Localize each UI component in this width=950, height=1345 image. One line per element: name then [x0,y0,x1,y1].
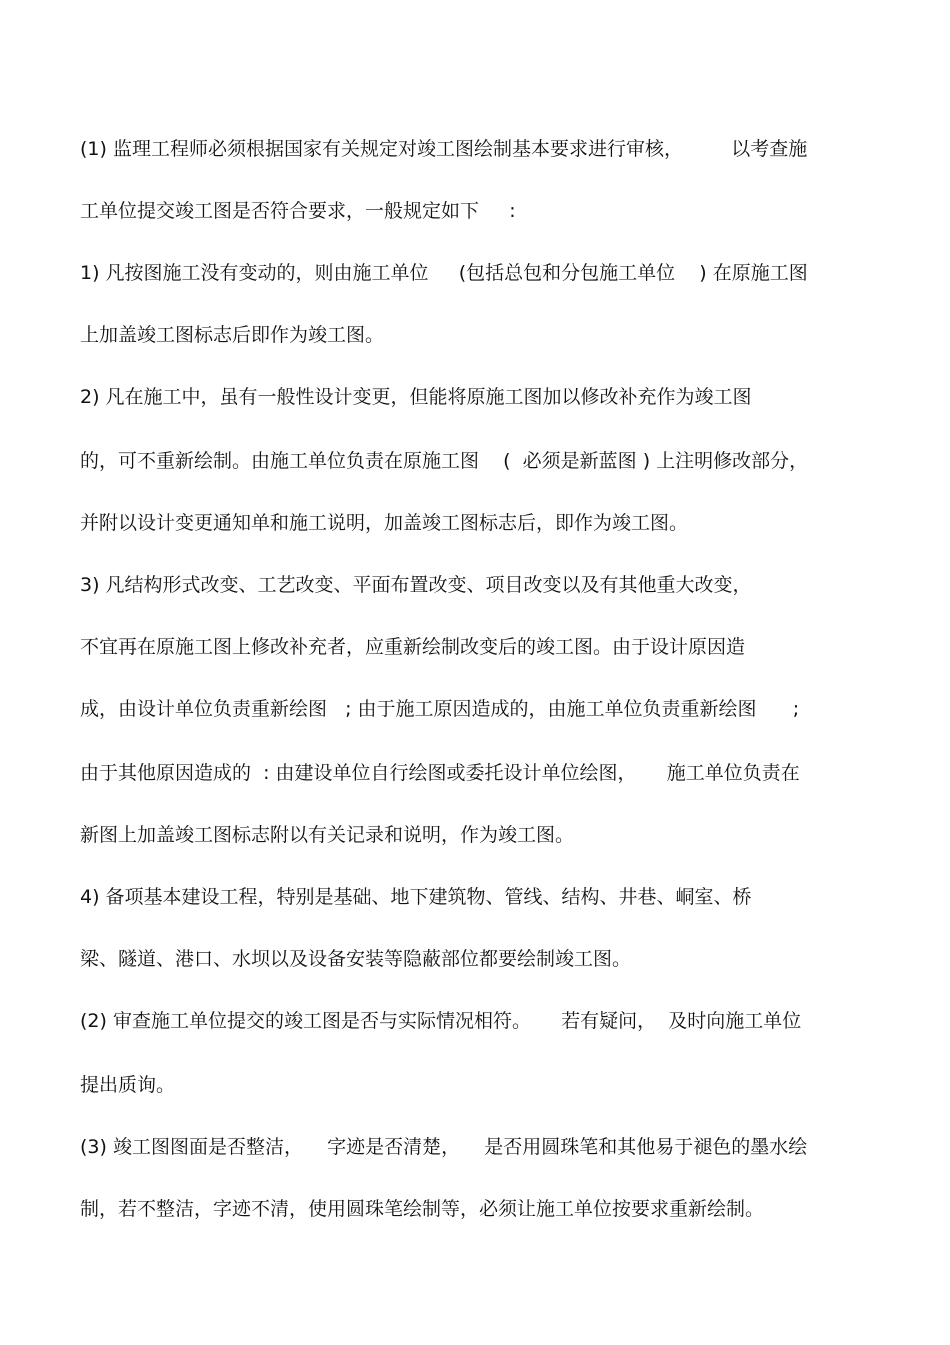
item-3-line-3: 成，由设计单位负责重新绘图 ; 由于施工原因造成的，由施工单位负责重新绘图 ; [80,698,800,720]
paragraph-1-line-1: (1) 监理工程师必须根据国家有关规定对竣工图绘制基本要求进行审核， 以考查施 [80,138,808,160]
paragraph-3-line-1: (3) 竣工图图面是否整洁， 字迹是否清楚， 是否用圆珠笔和其他易于褪色的墨水绘 [80,1136,808,1158]
item-3-line-5: 新图上加盖竣工图标志附以有关记录和说明，作为竣工图。 [80,824,575,846]
paragraph-3-line-2: 制，若不整洁，字迹不清，使用圆珠笔绘制等，必须让施工单位按要求重新绘制。 [80,1198,765,1220]
item-3-line-1: 3) 凡结构形式改变、工艺改变、平面布置改变、项目改变以及有其他重大改变， [80,574,752,596]
item-3-line-2: 不宜再在原施工图上修改补充者，应重新绘制改变后的竣工图。由于设计原因造 [80,636,746,658]
item-2-line-2: 的，可不重新绘制。由施工单位负责在原施工图 ( 必须是新蓝图 ) 上注明修改部分， [80,450,809,472]
item-3-line-4: 由于其他原因造成的 : 由建设单位自行绘图或委托设计单位绘图， 施工单位负责在 [80,762,800,784]
paragraph-2-line-2: 提出质询。 [80,1074,176,1096]
item-4-line-2: 梁、隧道、港口、水坝以及设备安装等隐蔽部位都要绘制竣工图。 [80,948,632,970]
item-2-line-3: 并附以设计变更通知单和施工说明，加盖竣工图标志后，即作为竣工图。 [80,512,689,534]
item-1-line-1: 1) 凡按图施工没有变动的，则由施工单位 (包括总包和分包施工单位 ) 在原施工图 [80,262,808,284]
item-1-line-2: 上加盖竣工图标志后即作为竣工图。 [80,324,385,346]
item-4-line-1: 4) 备项基本建设工程，特别是基础、地下建筑物、管线、结构、井巷、峒室、桥 [80,886,752,908]
paragraph-1-line-2: 工单位提交竣工图是否符合要求，一般规定如下 : [80,200,516,222]
item-2-line-1: 2) 凡在施工中，虽有一般性设计变更，但能将原施工图加以修改补充作为竣工图 [80,386,752,408]
paragraph-2-line-1: (2) 审查施工单位提交的竣工图是否与实际情况相符。 若有疑问， 及时向施工单位 [80,1010,802,1032]
